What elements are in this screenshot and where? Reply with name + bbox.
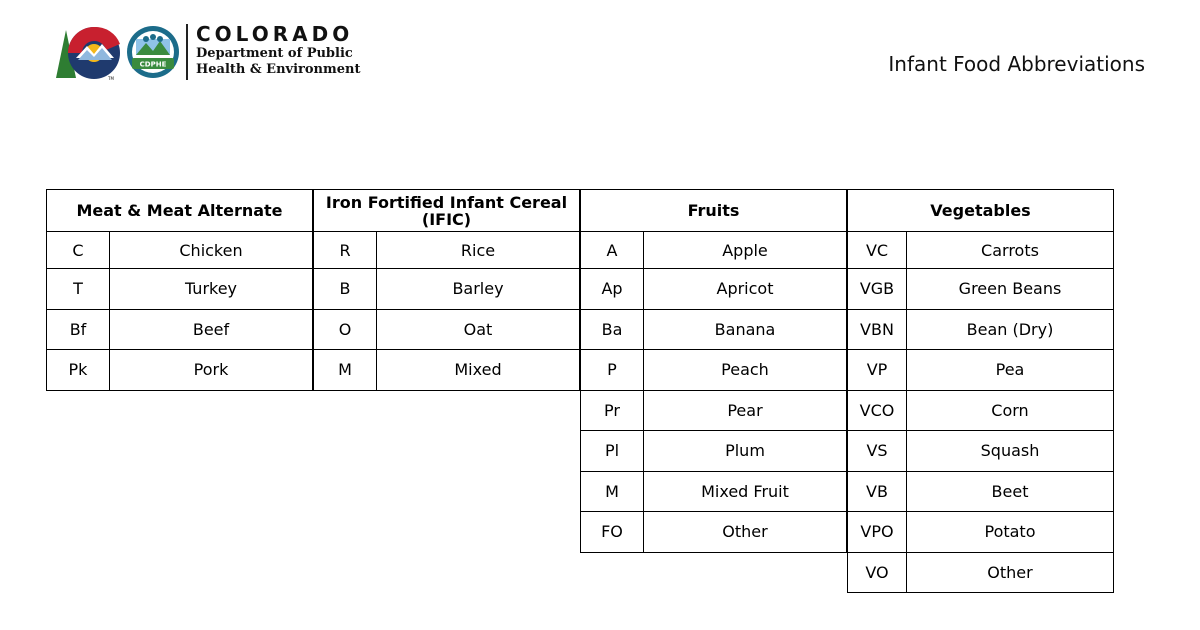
table-row xyxy=(581,309,847,350)
table-row xyxy=(848,350,1114,391)
abbr-code: VC xyxy=(848,232,907,269)
abbr-code: Bf xyxy=(47,309,110,350)
food-name: Mixed Fruit xyxy=(644,471,847,512)
abbr-code: R xyxy=(314,232,377,269)
column-header-vegetables: Vegetables xyxy=(848,190,1114,232)
abbr-code: C xyxy=(47,232,110,269)
food-name: Banana xyxy=(644,309,847,350)
food-name: Pea xyxy=(907,350,1114,391)
abbr-code: T xyxy=(47,269,110,310)
food-name: Peach xyxy=(644,350,847,391)
abbr-code: VO xyxy=(848,552,907,593)
abbr-code: Pl xyxy=(581,431,644,472)
table-row xyxy=(581,350,847,391)
org-dept-line2: Health & Environment xyxy=(196,62,361,77)
column-header-fruits: Fruits xyxy=(581,190,847,232)
table-row xyxy=(848,431,1114,472)
abbr-code: P xyxy=(581,350,644,391)
abbr-code: A xyxy=(581,232,644,269)
org-name xyxy=(196,22,416,78)
food-name: Pork xyxy=(110,350,313,391)
abbr-code: VBN xyxy=(848,309,907,350)
logo-divider xyxy=(186,24,188,80)
table-row xyxy=(47,309,313,350)
abbr-code: M xyxy=(581,471,644,512)
food-name: Oat xyxy=(377,309,580,350)
abbr-code: VPO xyxy=(848,512,907,553)
food-name: Apple xyxy=(644,232,847,269)
food-name: Squash xyxy=(907,431,1114,472)
colorado-logo-icon xyxy=(54,24,122,82)
abbr-code: M xyxy=(314,350,377,391)
table-meat xyxy=(46,189,313,391)
food-name: Beet xyxy=(907,471,1114,512)
food-name: Green Beans xyxy=(907,269,1114,310)
food-name: Bean (Dry) xyxy=(907,309,1114,350)
food-name: Plum xyxy=(644,431,847,472)
abbr-code: Pk xyxy=(47,350,110,391)
table-row xyxy=(848,512,1114,553)
table-row xyxy=(848,232,1114,269)
abbr-code: VP xyxy=(848,350,907,391)
table-row xyxy=(314,232,580,269)
food-name: Apricot xyxy=(644,269,847,310)
abbr-code: VCO xyxy=(848,390,907,431)
food-name: Pear xyxy=(644,390,847,431)
food-name: Barley xyxy=(377,269,580,310)
table-fruits xyxy=(580,189,847,553)
food-name: Carrots xyxy=(907,232,1114,269)
table-row xyxy=(47,350,313,391)
table-row xyxy=(47,232,313,269)
table-row xyxy=(581,390,847,431)
table-row xyxy=(581,512,847,553)
abbr-code: FO xyxy=(581,512,644,553)
abbr-code: VS xyxy=(848,431,907,472)
food-name: Potato xyxy=(907,512,1114,553)
table-row xyxy=(314,269,580,310)
food-name: Beef xyxy=(110,309,313,350)
abbr-code: Ap xyxy=(581,269,644,310)
food-name: Rice xyxy=(377,232,580,269)
table-row xyxy=(848,309,1114,350)
table-row xyxy=(581,232,847,269)
table-row xyxy=(848,390,1114,431)
food-name: Mixed xyxy=(377,350,580,391)
column-header-meat: Meat & Meat Alternate xyxy=(47,190,313,232)
table-row xyxy=(848,471,1114,512)
food-name: Other xyxy=(907,552,1114,593)
column-header-cereal: Iron Fortified Infant Cereal (IFIC) xyxy=(314,190,580,232)
food-name: Turkey xyxy=(110,269,313,310)
food-name: Chicken xyxy=(110,232,313,269)
table-vegetables xyxy=(847,189,1114,593)
org-state: COLORADO xyxy=(196,22,354,46)
abbr-code: O xyxy=(314,309,377,350)
cdphe-seal-icon xyxy=(126,25,180,79)
table-row xyxy=(848,269,1114,310)
org-dept-line1: Department of Public xyxy=(196,46,353,61)
abbr-code: B xyxy=(314,269,377,310)
food-name: Other xyxy=(644,512,847,553)
page-title: Infant Food Abbreviations xyxy=(888,52,1145,76)
abbr-code: VGB xyxy=(848,269,907,310)
table-row xyxy=(47,269,313,310)
abbr-code: VB xyxy=(848,471,907,512)
table-row xyxy=(314,309,580,350)
food-name: Corn xyxy=(907,390,1114,431)
cdphe-badge-text: CDPHE xyxy=(139,60,167,69)
abbr-code: Ba xyxy=(581,309,644,350)
abbr-code: Pr xyxy=(581,390,644,431)
table-row xyxy=(581,471,847,512)
table-row xyxy=(848,552,1114,593)
table-row xyxy=(581,269,847,310)
table-row xyxy=(314,350,580,391)
table-cereal xyxy=(313,189,580,391)
table-row xyxy=(581,431,847,472)
svg-text:TM: TM xyxy=(108,76,114,81)
